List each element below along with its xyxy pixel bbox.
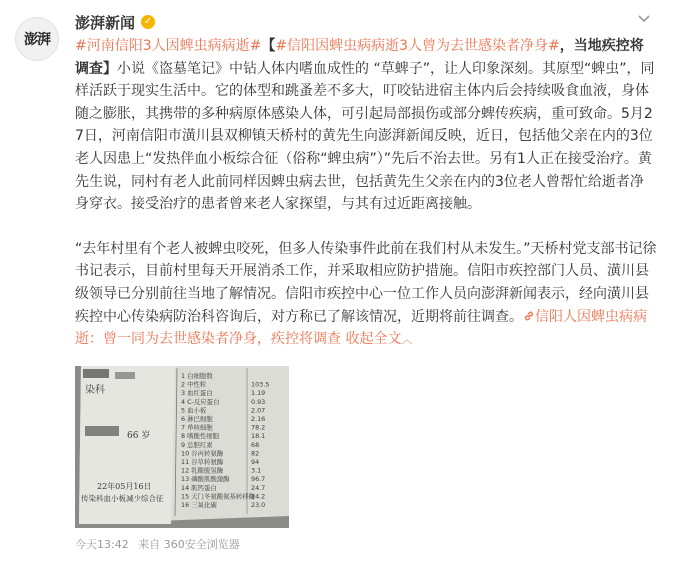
verified-badge-icon: ✓ — [141, 15, 155, 29]
report-row-label: 8 嗜酸性细胞 — [181, 432, 220, 441]
paragraph-2-body: “去年村里有个老人被蜱虫咬死，但多人传染事件此前在我们村从未发生。”天桥村党支部书记徐书记表示，目前村里每天开展消杀工作，并采取相应防护措施。信阳市疾控部门人员、潢川县级领导已分别前往当地了解情况。信阳市疾控中心一位工作人员向澎湃新闻表示，经向潢川县疾控中心传染病防治科咨询后，对方称已了解该情况，近期将前往调查。 — [75, 240, 657, 325]
report-row-value: 18.1 — [251, 432, 266, 441]
post-time[interactable]: 今天13:42 — [75, 538, 129, 551]
post-footer — [75, 537, 240, 553]
report-row-label: 12 乳酸脱氢酶 — [181, 466, 224, 475]
post-paragraph-2 — [75, 238, 657, 352]
report-row-label: 16 三氧化碳 — [181, 501, 217, 509]
report-row-label: 10 谷丙转氨酶 — [181, 449, 224, 458]
report-row-value: 68 — [251, 440, 260, 449]
report-row-value: 24.7 — [251, 483, 266, 492]
report-row-label: 9 总胆红素 — [181, 440, 213, 449]
report-row-value: 24.2 — [251, 492, 266, 501]
report-row-value: 3.1 — [251, 466, 262, 475]
author-name[interactable]: 澎湃新闻 — [75, 13, 136, 32]
avatar[interactable] — [15, 17, 59, 61]
report-row-label: 3 血红蛋白 — [181, 389, 213, 398]
chevron-up-icon: ︿ — [401, 333, 413, 347]
topic-link-2[interactable]: #信阳因蜱虫病病逝3人曾为去世感染者净身# — [275, 38, 560, 54]
link-icon — [523, 310, 535, 322]
author-row — [75, 9, 155, 35]
lab-report-photo[interactable] — [75, 366, 289, 528]
paragraph-1-body: 小说《盗墓笔记》中钻人体内嗜血成性的 “草蜱子”，让人印象深刻。其原型“蜱虫”，同样活跃于现实生活中。它的体型和跳蚤差不多大，叮咬钻进宿主体内后会持续吸食血液，身体随之膨胀，其携带的多种病原体感染人体，可引起局部损伤或部分蜱传疾病，重可致命。5月27日，河南信阳市潢川县双柳镇天桥村的黄先生向澎湃新闻反映，近日，包括他父亲在内的3位老人因患上“发热伴血小板综合征（俗称“蜱虫病”）”先后不治去世。另有1人正在接受治疗。黄先生说，同村有老人此前同样因蜱虫病去世，包括黄先生父亲在内的3位老人曾帮忙给逝者净身穿衣。接受治疗的患者曾来老人家探望，与其有过近距离接触。 — [75, 60, 655, 213]
photo-dept: 传染科血小板减少综合征 — [81, 494, 164, 503]
report-row-label: 7 单核细胞 — [181, 423, 213, 432]
report-row-label: 5 血小板 — [181, 406, 207, 415]
report-row-value: 0.93 — [251, 397, 266, 406]
photo-date: 22年05月16日 — [97, 482, 152, 491]
collapse-button[interactable] — [345, 331, 412, 347]
post-paragraph-1 — [75, 35, 657, 216]
headline-tail: ，当地疾控将调查】 — [75, 38, 644, 77]
report-row-value: 1.19 — [251, 389, 266, 398]
report-row-value: 82 — [251, 449, 260, 458]
report-row-value: 78.2 — [251, 423, 266, 432]
post-source: 来自 360安全浏览器 — [138, 538, 240, 551]
photo-label-dept: 染科 — [85, 385, 105, 396]
report-row-value: 2.07 — [251, 406, 266, 415]
report-row-value: 103.5 — [251, 380, 270, 389]
report-row-label: 6 淋巴细胞 — [181, 415, 213, 423]
report-row-value: 96.7 — [251, 475, 266, 484]
report-row-value: 23.0 — [251, 501, 266, 509]
report-row-value: 94 — [251, 458, 260, 466]
collapse-label: 收起全文 — [345, 331, 402, 348]
avatar-text: 澎湃 — [24, 32, 50, 48]
report-row-label: 15 天门冬氨酸氨基转移酶 — [181, 492, 256, 501]
report-row-label: 11 谷草转氨酶 — [181, 458, 224, 466]
report-row-label: 13 磷酸肌酸激酶 — [181, 475, 230, 484]
chevron-down-icon[interactable] — [634, 10, 654, 30]
report-row-label: 4 C-反应蛋白 — [181, 397, 220, 406]
article-link-text: 信阳人因蜱虫病病逝：曾一同为去世感染者净身，疾控将调查 — [75, 308, 647, 348]
bracket-open: 【 — [261, 38, 276, 54]
photo-age: 66 岁 — [127, 431, 151, 441]
report-row-label: 2 中性粒 — [181, 380, 207, 389]
topic-link-1[interactable]: #河南信阳3人因蜱虫病病逝# — [75, 38, 262, 54]
post-content — [75, 35, 657, 352]
report-row-label: 1 白细胞数 — [181, 372, 213, 380]
report-row-label: 14 肌钙蛋白 — [181, 483, 217, 492]
report-row-value: 2.16 — [251, 415, 266, 423]
